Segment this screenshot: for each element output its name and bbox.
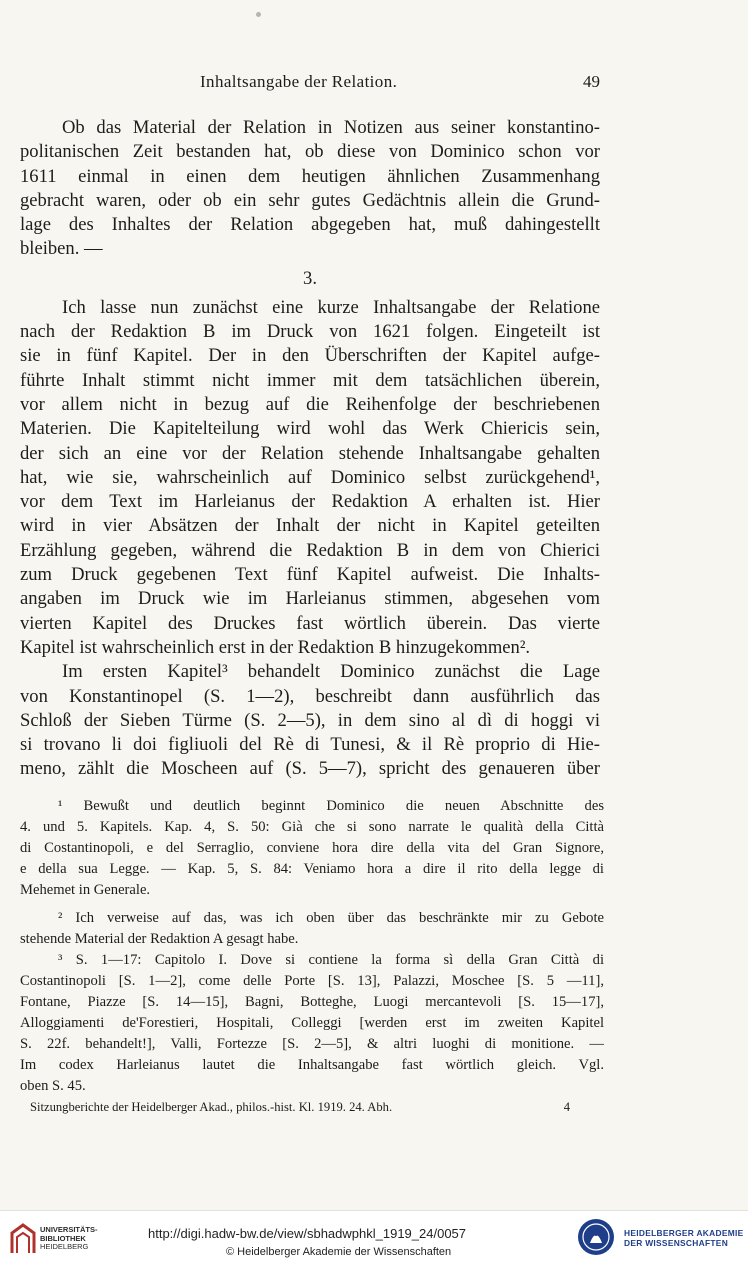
footnotes (20, 796, 604, 1096)
body-line: vierten Kapitel des Druckes fast wörtlich überein. Das vierte (20, 612, 600, 634)
footnote-line: S. 22f. behandelt!], Valli, Fortezze [S. 2—5], & altri luoghi di monitione. — (20, 1035, 604, 1052)
body-text (20, 116, 600, 782)
body-line: Ich lasse nun zunächst eine kurze Inhaltsangabe der Relatione (62, 296, 600, 318)
footnote-line: stehende Material der Redaktion A gesagt habe. (20, 931, 299, 948)
body-line: zum Druck gegebenen Text fünf Kapitel aufweist. Die Inhalts- (20, 564, 600, 586)
body-line: si trovano li doi figliuoli del Rè di Tunesi, & il Rè proprio di Hie- (20, 734, 600, 756)
body-line: bleiben. — (20, 238, 103, 260)
footnote-line: Fontane, Piazze [S. 14—15], Bagni, Botteghe, Luogi mercantevoli [S. 15—17], (20, 994, 604, 1011)
signature-text: Sitzungberichte der Heidelberger Akad., philos.-hist. Kl. 1919. 24. Abh. (30, 1100, 393, 1114)
body-line: führte Inhalt stimmt nicht immer mit dem tatsächlichen überein, (20, 369, 600, 391)
viewer-footer (0, 1210, 748, 1266)
body-line: Kapitel ist wahrscheinlich erst in der Redaktion B hinzugekommen². (20, 636, 531, 658)
footnote-line: e della sua Legge. — Kap. 5, S. 84: Veniamo hora a dire il rito della legge di (20, 860, 604, 877)
academy-name: HEIDELBERGER AKADEMIE DER WISSENSCHAFTEN (624, 1228, 744, 1248)
footnote-line: Im codex Harleianus lautet die Inhaltsangabe fast wörtlich gleich. Vgl. (20, 1056, 604, 1073)
body-line: nach der Redaktion B im Druck von 1621 folgen. Eingeteilt ist (20, 321, 600, 343)
body-line: politanischen Zeit bestanden hat, ob diese von Dominico schon vor (20, 141, 600, 163)
footnote-line: ³ S. 1—17: Capitolo I. Dove si contiene la forma sì della Gran Città di (58, 952, 604, 969)
footnote-line: Mehemet in Generale. (20, 881, 151, 898)
footnote-line: 4. und 5. Kapitels. Kap. 4, S. 50: Già che si sono narrate le qualità della Città (20, 818, 604, 835)
body-line: 1611 einmal in einen dem heutigen ähnlichen Zusammenhang (20, 165, 600, 187)
footnote-line: di Costantinopoli, e del Serraglio, conviene hora dire della vita del Gran Signore, (20, 839, 604, 856)
body-line: angaben im Druck wie im Harleianus stimmen, abgesehen vom (20, 588, 600, 610)
running-head (20, 72, 600, 98)
body-line: lage des Inhaltes der Relation abgegeben hat, muß dahingestellt (20, 214, 600, 236)
body-line: Ob das Material der Relation in Notizen aus seiner konstantino- (62, 117, 600, 138)
permalink-url[interactable]: http://digi.hadw-bw.de/view/sbhadwphkl_1919_24/0057 (148, 1226, 467, 1241)
page-dot-mark (256, 12, 261, 17)
running-head-title: Inhaltsangabe der Relation. (200, 72, 398, 91)
signature-number: 4 (563, 1100, 570, 1114)
body-line: wird in vier Absätzen der Inhalt der nicht in Kapitel geteilten (20, 515, 600, 537)
body-line: vor dem Text im Harleianus der Redaktion A erhalten ist. Hier (20, 491, 600, 513)
page-number: 49 (583, 72, 600, 91)
university-library-logo-icon[interactable] (10, 1223, 36, 1255)
signature-line (30, 1100, 570, 1115)
academy-seal-icon[interactable] (576, 1217, 616, 1257)
section-number: 3. (303, 267, 317, 289)
footnote-line: ² Ich verweise auf das, was ich oben über das beschränkte mir zu Gebote (58, 910, 604, 927)
body-line: der sich an eine vor der Relation stehende Inhaltsangabe gehalten (20, 442, 600, 464)
body-line: Im ersten Kapitel³ behandelt Dominico zunächst die Lage (62, 661, 600, 683)
body-line: Materien. Die Kapitelteilung wird wohl das Werk Chiericis sein, (20, 418, 600, 440)
body-line: Schloß der Sieben Türme (S. 2—5), in dem sino al dì di hoggi vi (20, 709, 600, 731)
body-line: hat, wie sie, wahrscheinlich auf Dominico selbst zurückgehend¹, (20, 466, 600, 488)
footnote-line: Alloggiamenti de'Forestieri, Hospitali, Colleggi [werden erst im zweiten Kapitel (20, 1014, 604, 1031)
body-line: meno, zählt die Moscheen auf (S. 5—7), spricht des genaueren über (20, 758, 600, 780)
footnote-line: oben S. 45. (20, 1077, 86, 1094)
footnote-line: Costantinopoli [S. 1—2], come delle Porte [S. 13], Palazzi, Moschee [S. 5 —11], (20, 973, 604, 990)
body-line: von Konstantinopel (S. 1—2), beschreibt dann ausführlich das (20, 685, 600, 707)
copyright-notice: © Heidelberger Akademie der Wissenschaften (226, 1246, 452, 1258)
footnote-line: ¹ Bewußt und deutlich beginnt Dominico die neuen Abschnitte des (58, 798, 604, 814)
body-line: sie in fünf Kapitel. Der in den Überschriften der Kapitel aufge- (20, 345, 600, 367)
university-library-name: UNIVERSITÄTS- BIBLIOTHEK HEIDELBERG (40, 1225, 98, 1251)
body-line: vor allem nicht in bezug auf die Reihenfolge der beschriebenen (20, 393, 600, 415)
body-line: gebracht waren, oder ob ein sehr gutes Gedächtnis allein die Grund- (20, 189, 600, 211)
body-line: Erzählung gegeben, während die Redaktion B in dem von Chierici (20, 539, 600, 561)
